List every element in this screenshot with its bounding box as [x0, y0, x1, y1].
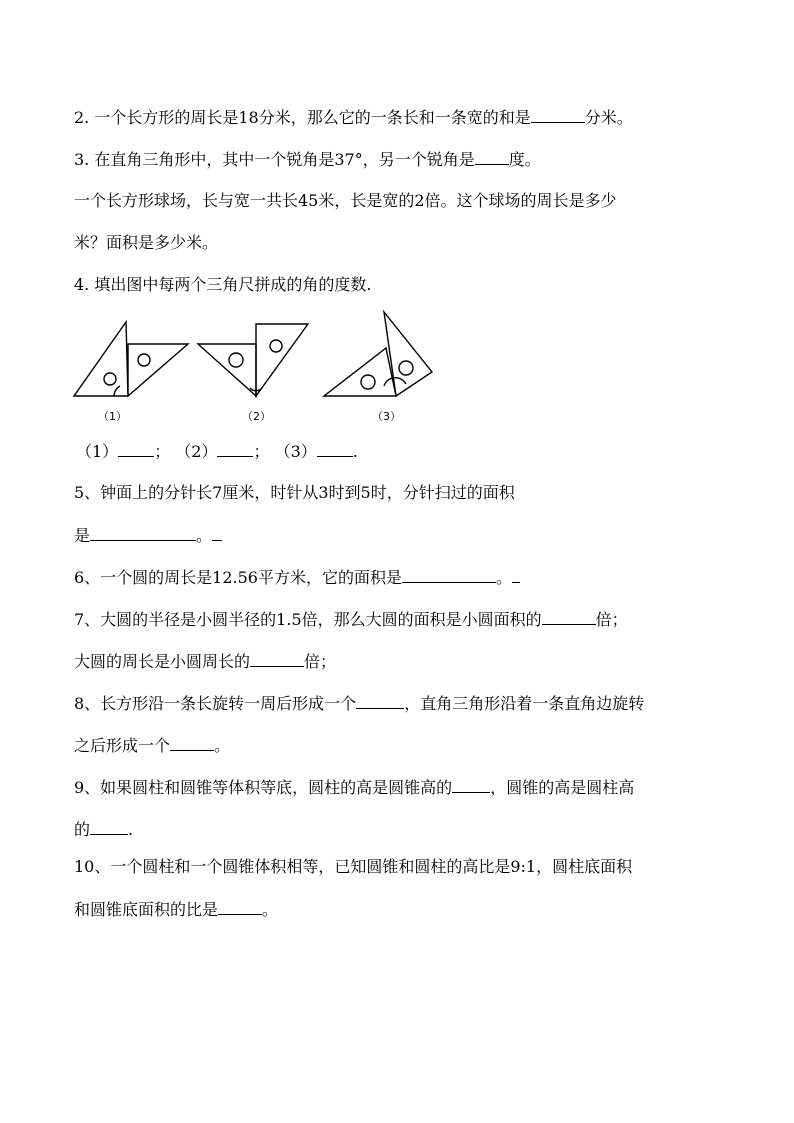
q3-suffix: 度。 — [508, 150, 541, 169]
q7-text: 7、大圆的半径是小圆半径的1.5倍，那么大圆的面积是小圆面积的 — [74, 610, 542, 629]
q7-line1 — [74, 608, 628, 631]
q10-end: 。 — [262, 900, 279, 919]
q8-text: 8、长方形沿一条长旋转一周后形成一个 — [74, 694, 357, 713]
q9-end: . — [128, 820, 134, 839]
fig1-hole-a — [104, 373, 116, 385]
q2-suffix: 分米。 — [584, 108, 633, 127]
q4-label-2: （2） — [175, 442, 218, 461]
q3-text: 3. 在直角三角形中，其中一个锐角是37°，另一个锐角是 — [74, 150, 475, 169]
q5-line1: 5、钟面上的分针长7厘米，时针从3时到5时，分针扫过的面积 — [74, 483, 515, 502]
q5-trail — [212, 524, 222, 541]
q10-line2 — [74, 898, 278, 921]
q9-text: 9、如果圆柱和圆锥等体积等底，圆柱的高是圆锥高的 — [74, 778, 453, 797]
q10-line1: 10、一个圆柱和一个圆锥体积相等，已知圆锥和圆柱的高比是9:1，圆柱底面积 — [74, 857, 633, 876]
fig2-caption: （2） — [242, 410, 271, 423]
q8-blank-2[interactable] — [170, 734, 214, 751]
q4-sep-2: ； — [253, 442, 270, 461]
q5-prefix: 是 — [74, 526, 91, 545]
fig3-triangle-a — [324, 348, 396, 396]
q8-line1 — [74, 692, 644, 715]
q2 — [74, 106, 633, 129]
q9-line1 — [74, 776, 634, 799]
triangle-figures — [70, 308, 450, 423]
q10-blank[interactable] — [218, 898, 262, 915]
fig2-triangle-a — [198, 344, 256, 396]
q4-label-3: （3） — [274, 442, 317, 461]
fig2-triangle-b — [256, 324, 308, 396]
q9-blank-2[interactable] — [90, 818, 128, 835]
field-question-line1: 一个长方形球场，长与宽一共长45米，长是宽的2倍。这个球场的周长是多少 — [74, 191, 617, 210]
fig1-angle-arc — [114, 386, 120, 396]
fig3-caption: （3） — [372, 410, 401, 423]
set-square-drawings — [70, 308, 450, 404]
q2-blank[interactable] — [531, 106, 585, 123]
q6-suffix: 。 — [496, 568, 513, 587]
q4-answers — [76, 440, 358, 463]
q5-blank[interactable] — [90, 524, 196, 541]
q6-text: 6、一个圆的周长是12.56平方米，它的面积是 — [74, 568, 402, 587]
q4-blank-1[interactable] — [118, 440, 154, 457]
q9-text-2: 的 — [74, 820, 91, 839]
fig2-hole-b — [270, 340, 282, 352]
q3 — [74, 148, 541, 171]
q6 — [74, 566, 520, 589]
q4-blank-2[interactable] — [217, 440, 253, 457]
q8-line2 — [74, 734, 230, 757]
q6-blank[interactable] — [402, 566, 496, 583]
q7-suffix-1: 倍； — [595, 610, 628, 629]
fig1-hole-b — [138, 354, 150, 366]
q7-line2 — [74, 650, 336, 673]
fig3-hole-a — [361, 375, 375, 389]
fig3-hole-b — [399, 361, 413, 375]
fig2-hole-a — [229, 353, 243, 367]
field-question-line2: 米？面积是多少米。 — [74, 233, 219, 252]
q8-end: 。 — [214, 736, 231, 755]
fig1-caption: （1） — [98, 410, 127, 423]
q8-mid: ，直角三角形沿着一条直角边旋转 — [404, 694, 645, 713]
q7-blank-1[interactable] — [542, 608, 596, 625]
q8-blank-1[interactable] — [356, 692, 404, 709]
q9-line2 — [74, 818, 133, 841]
q4-end: . — [352, 442, 358, 461]
q5-line2 — [74, 524, 222, 547]
q9-blank-1[interactable] — [452, 776, 490, 793]
q4-text: 4. 填出图中每两个三角尺拼成的角的度数. — [74, 275, 372, 294]
q6-trail — [512, 566, 520, 583]
q2-text: 2. 一个长方形的周长是18分米，那么它的一条长和一条宽的和是 — [74, 108, 531, 127]
q9-mid: ，圆锥的高是圆柱高 — [490, 778, 635, 797]
fig1-triangle-a — [74, 322, 128, 396]
q7-text-2: 大圆的周长是小圆周长的 — [74, 652, 251, 671]
q3-blank[interactable] — [475, 148, 509, 165]
q4-blank-3[interactable] — [317, 440, 353, 457]
fig3-triangle-b — [384, 312, 432, 396]
q4-label-1: （1） — [76, 442, 119, 461]
fig1-triangle-b — [128, 344, 188, 396]
q10-text-2: 和圆锥底面积的比是 — [74, 900, 219, 919]
q8-text-2: 之后形成一个 — [74, 736, 171, 755]
q4-sep-1: ； — [154, 442, 171, 461]
q7-suffix-2: 倍； — [304, 652, 337, 671]
q7-blank-2[interactable] — [250, 650, 304, 667]
q5-suffix: 。 — [196, 526, 213, 545]
